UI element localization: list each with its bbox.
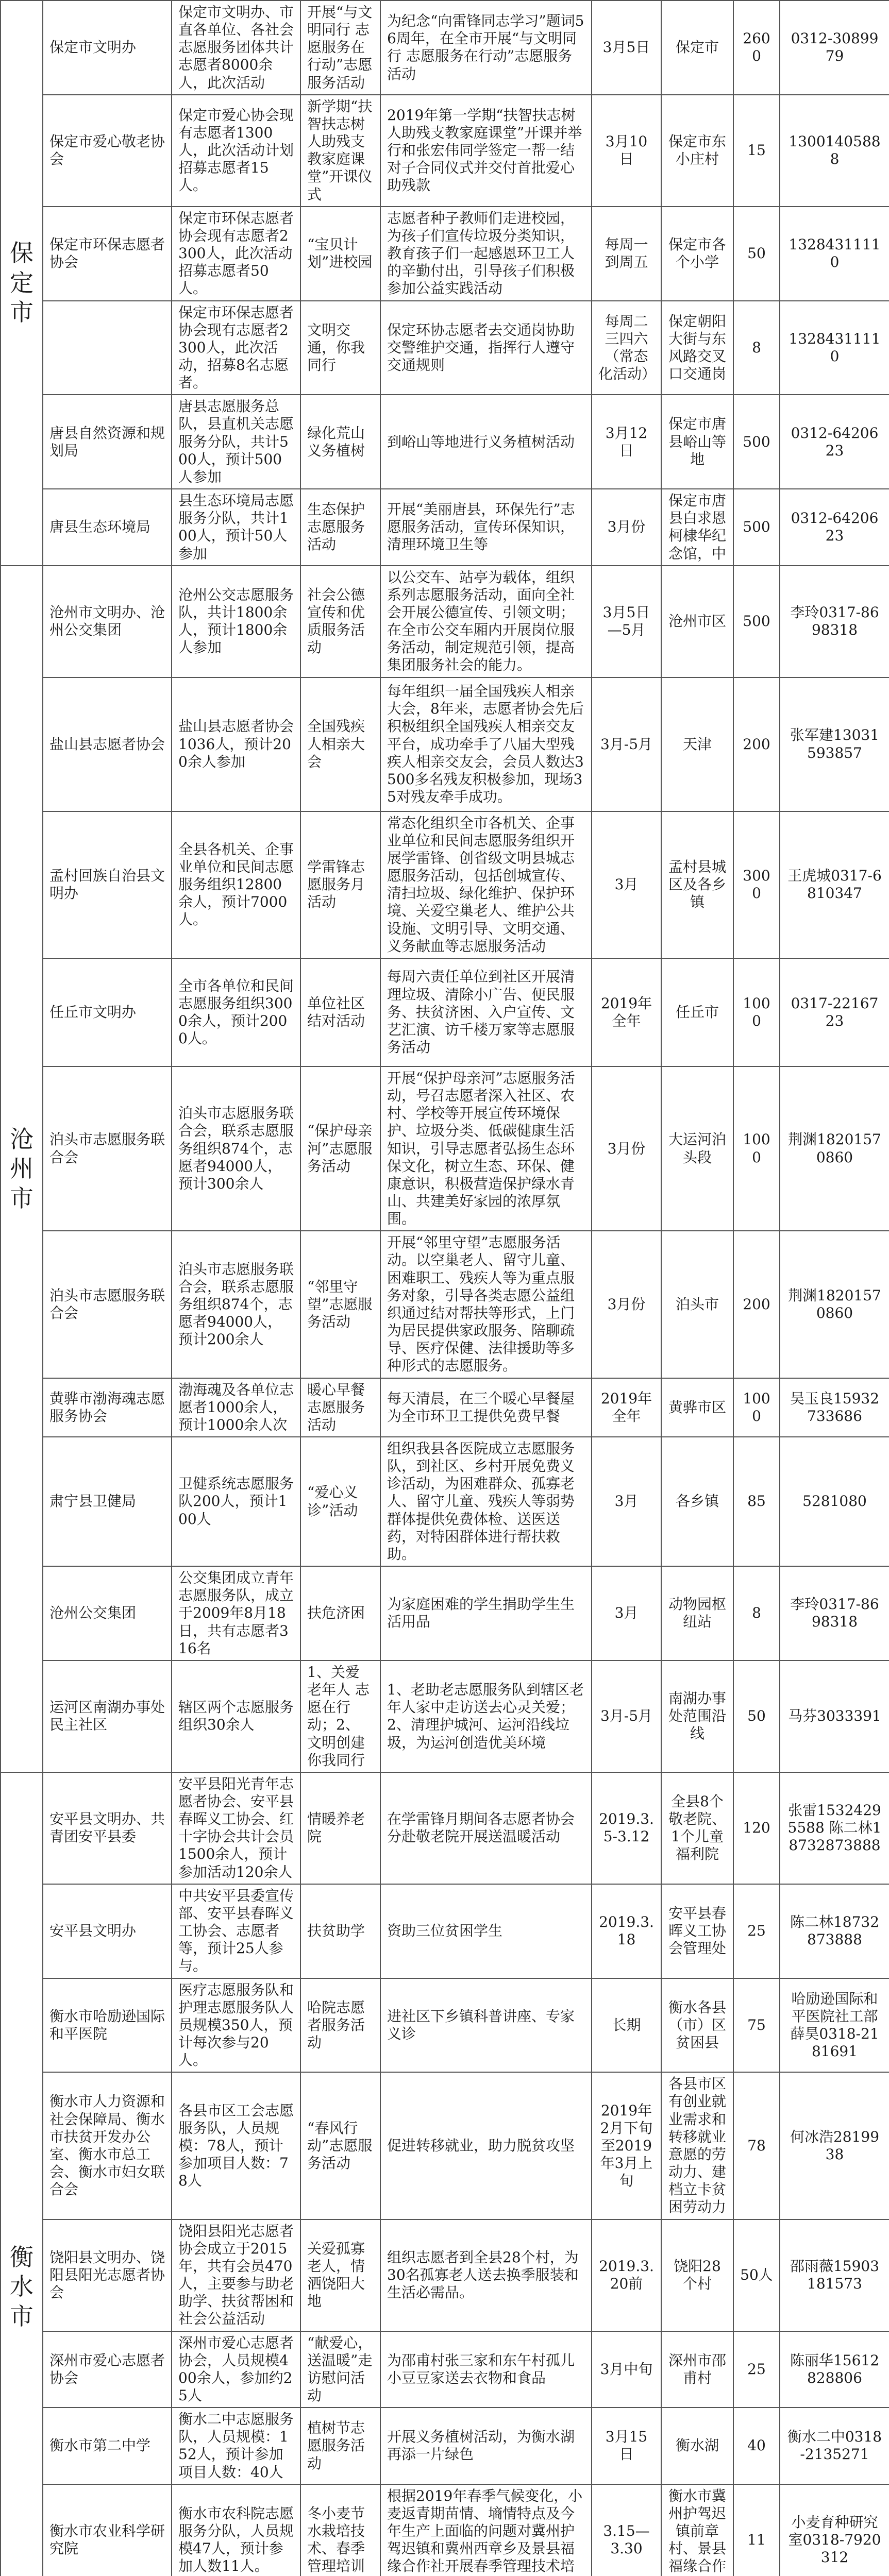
- activity-location-cell: 各县市区有创业就业需求和转移就业意愿的劳动力、建档立卡贫困劳动力: [661, 2072, 733, 2219]
- project-name-cell: 哈院志愿者服务活动: [300, 1978, 380, 2073]
- city-name-cell: [1, 566, 43, 1772]
- activity-location-cell: 衡水湖: [661, 2408, 733, 2484]
- activity-content-cell: 根据2019年春季气候变化，小麦返青期苗情、墒情特点及今年生产上面临的问题对冀州护驾迟镇和冀州西章乡及景县福缘合作社开展春季管理技术培: [380, 2484, 592, 2576]
- activity-content-cell: 开展“邻里守望”志愿服务活动。以空巢老人、留守儿童、困难职工、残疾人等为重点服务对象，引导各类志愿公益组织通过结对帮扶等形式，上门为居民提供家政服务、陪聊疏导、医疗保健、法律援助等多种形式的志愿服务。: [380, 1231, 592, 1378]
- participant-count-cell: 500: [733, 566, 780, 677]
- team-description-cell: 盐山县志愿者协会1036人，预计200余人参加: [172, 677, 300, 811]
- org-cell: 保定市爱心敬老协会: [43, 95, 172, 207]
- project-name-cell: 新学期“扶智扶志树人助残支教家庭课堂”开课仪式: [300, 95, 380, 207]
- activity-time-cell: 3月份: [592, 489, 661, 566]
- team-description-cell: 辖区两个志愿服务组织30余人: [172, 1660, 300, 1772]
- contact-cell: 小麦育种研究室0318-7920312: [780, 2484, 889, 2576]
- contact-cell: 王虎城0317-6810347: [780, 811, 889, 958]
- team-description-cell: 泊头市志愿服务联合会，联系志愿服务组织874个，志愿者94000人，预计300余人: [172, 1066, 300, 1231]
- org-cell: 衡水市哈励逊国际和平医院: [43, 1978, 172, 2073]
- org-cell: 沧州公交集团: [43, 1566, 172, 1660]
- table-row: [1, 1, 889, 95]
- contact-cell: 13284311110: [780, 301, 889, 395]
- contact-cell: 衡水二中0318-2135271: [780, 2408, 889, 2484]
- activity-content-cell: 以公交车、站亭为载体，组织系列志愿服务活动，面向全社会开展公德宣传、引领文明；在全市公交车厢内开展岗位服务活动，制定规范引领，提高集团服务社会的能力。: [380, 566, 592, 677]
- activity-time-cell: 3月中旬: [592, 2331, 661, 2408]
- contact-cell: 李玲0317-8698318: [780, 566, 889, 677]
- table-row: [1, 1437, 889, 1566]
- project-name-cell: “宝贝计划”进校园: [300, 207, 380, 301]
- activity-location-cell: 任丘市: [661, 958, 733, 1066]
- activity-time-cell: 3月5日—5月: [592, 566, 661, 677]
- project-name-cell: 扶贫助学: [300, 1884, 380, 1978]
- project-name-cell: “春风行动”志愿服务活动: [300, 2072, 380, 2219]
- activity-location-cell: 保定市唐县峪山等地: [661, 395, 733, 489]
- participant-count-cell: 25: [733, 2331, 780, 2408]
- project-name-cell: 文明交通，你我同行: [300, 301, 380, 395]
- activity-content-cell: 1、老助老志愿服务队到辖区老年人家中走访送去心灵关爱；2、清理护城河、运河沿线垃圾，为运河创造优美环境: [380, 1660, 592, 1772]
- activity-content-cell: 在学雷锋月期间各志愿者协会分赴敬老院开展送温暖活动: [380, 1772, 592, 1884]
- activity-location-cell: 衡水市冀州护驾迟镇前章村、景县福缘合作: [661, 2484, 733, 2576]
- activity-time-cell: 每周二三四六（常态化活动）: [592, 301, 661, 395]
- activity-time-cell: 3月5日: [592, 1, 661, 95]
- org-cell: 盐山县志愿者协会: [43, 677, 172, 811]
- contact-cell: 邵雨薇15903181573: [780, 2219, 889, 2331]
- table-row: [1, 301, 889, 395]
- team-description-cell: 沧州公交志愿服务队，共计1800余人，预计1800余人参加: [172, 566, 300, 677]
- activity-content-cell: 为家庭困难的学生捐助学生生活用品: [380, 1566, 592, 1660]
- participant-count-cell: 75: [733, 1978, 780, 2073]
- activity-time-cell: 2019.3.20前: [592, 2219, 661, 2331]
- team-description-cell: 唐县志愿服务总队，县直机关志愿服务分队，共计500人，预计500人参加: [172, 395, 300, 489]
- contact-cell: 荆渊18201570860: [780, 1231, 889, 1378]
- activity-location-cell: 天津: [661, 677, 733, 811]
- activity-content-cell: 开展义务植树活动，为衡水湖再添一片绿色: [380, 2408, 592, 2484]
- org-cell: 泊头市志愿服务联合会: [43, 1231, 172, 1378]
- table-row: [1, 2072, 889, 2219]
- project-name-cell: 扶危济困: [300, 1566, 380, 1660]
- activity-location-cell: 安平县春晖义工协会管理处: [661, 1884, 733, 1978]
- participant-count-cell: 40: [733, 2408, 780, 2484]
- participant-count-cell: 15: [733, 95, 780, 207]
- org-cell: 衡水市第二中学: [43, 2408, 172, 2484]
- team-description-cell: 衡水二中志愿服务队，人员规模：152人，预计参加项目人数：40人: [172, 2408, 300, 2484]
- participant-count-cell: 50: [733, 1660, 780, 1772]
- activity-time-cell: 3.15—3.30: [592, 2484, 661, 2576]
- org-cell: 运河区南湖办事处民主社区: [43, 1660, 172, 1772]
- activity-time-cell: 3月10日: [592, 95, 661, 207]
- activity-content-cell: 每天清晨，在三个暖心早餐屋为全市环卫工提供免费早餐: [380, 1378, 592, 1437]
- team-description-cell: 深州市爱心志愿者协会，人员规模400余人，参加约25人: [172, 2331, 300, 2408]
- activity-time-cell: 长期: [592, 1978, 661, 2073]
- table-row: [1, 1566, 889, 1660]
- contact-cell: 0317-2216723: [780, 958, 889, 1066]
- contact-cell: 吴玉良15932733686: [780, 1378, 889, 1437]
- activity-time-cell: 每周一到周五: [592, 207, 661, 301]
- team-description-cell: 中共安平县委宣传部、安平县春晖义工协会、志愿者等，预计25人参与。: [172, 1884, 300, 1978]
- activity-time-cell: 3月: [592, 1566, 661, 1660]
- activity-time-cell: 3月份: [592, 1231, 661, 1378]
- contact-cell: 13284311110: [780, 207, 889, 301]
- org-cell: 安平县文明办: [43, 1884, 172, 1978]
- activity-location-cell: 黄骅市区: [661, 1378, 733, 1437]
- activity-location-cell: 全县8个敬老院、1个儿童福利院: [661, 1772, 733, 1884]
- org-cell: 沧州市文明办、沧州公交集团: [43, 566, 172, 677]
- participant-count-cell: 50人: [733, 2219, 780, 2331]
- org-cell: 保定市环保志愿者协会: [43, 207, 172, 301]
- org-cell: 黄骅市渤海魂志愿服务协会: [43, 1378, 172, 1437]
- activity-location-cell: 大运河泊头段: [661, 1066, 733, 1231]
- table-row: [1, 1378, 889, 1437]
- activity-time-cell: 2019年2月下旬至2019年3月上旬: [592, 2072, 661, 2219]
- table-row: [1, 207, 889, 301]
- activity-content-cell: 为邵甫村张三家和东午村孤儿小豆豆家送去衣物和食品: [380, 2331, 592, 2408]
- activity-content-cell: 资助三位贫困学生: [380, 1884, 592, 1978]
- activity-location-cell: 保定市东小庄村: [661, 95, 733, 207]
- city-name: 衡水市: [10, 2243, 35, 2330]
- table-row: [1, 1066, 889, 1231]
- project-name-cell: 单位社区结对活动: [300, 958, 380, 1066]
- activity-location-cell: 沧州市区: [661, 566, 733, 677]
- activity-content-cell: 每年组织一届全国残疾人相亲大会，8年来，志愿者协会先后积极组织全国残疾人相亲交友平台，成功牵手了八届大型残疾人相亲交友会，会员人数达3500多名残友积极参加，现场35对残友牵手成功。: [380, 677, 592, 811]
- table-row: [1, 95, 889, 207]
- table-row: [1, 1978, 889, 2073]
- team-description-cell: 全市各单位和民间志愿服务组织3000余人，预计2000人。: [172, 958, 300, 1066]
- activity-location-cell: 泊头市: [661, 1231, 733, 1378]
- org-cell: 保定市文明办: [43, 1, 172, 95]
- org-cell: 唐县生态环境局: [43, 489, 172, 566]
- participant-count-cell: 200: [733, 677, 780, 811]
- activity-location-cell: 深州市邵甫村: [661, 2331, 733, 2408]
- city-name: 保定市: [10, 239, 35, 327]
- table-row: [1, 489, 889, 566]
- org-cell: 衡水市人力资源和社会保障局、衡水市扶贫开发办公室、衡水市总工会、衡水市妇女联合会: [43, 2072, 172, 2219]
- activity-content-cell: 进社区下乡镇科普讲座、专家义诊: [380, 1978, 592, 2073]
- table-row: [1, 2331, 889, 2408]
- team-description-cell: 医疗志愿服务队和护理志愿服务队人员规模350人，预计每次参与20人。: [172, 1978, 300, 2073]
- org-cell: [43, 301, 172, 395]
- project-name-cell: 学雷锋志愿服务月活动: [300, 811, 380, 958]
- contact-cell: 13001405888: [780, 95, 889, 207]
- team-description-cell: 保定市环保志愿者协会现有志愿者2300人，此次活动招募志愿者50人。: [172, 207, 300, 301]
- org-cell: 泊头市志愿服务联合会: [43, 1066, 172, 1231]
- org-cell: 深州市爱心志愿者协会: [43, 2331, 172, 2408]
- contact-cell: 5281080: [780, 1437, 889, 1566]
- activity-content-cell: 促进转移就业，助力脱贫攻坚: [380, 2072, 592, 2219]
- activity-content-cell: 常态化组织全市各机关、企事业单位和民间志愿服务组织开展学雷锋、创省级文明县城志愿服务活动，包括创城宣传、清扫垃圾、绿化维护、保护环境、关爱空巢老人、维护公共设施、文明引导、文明交通、义务献血等志愿服务活动: [380, 811, 592, 958]
- team-description-cell: 安平县阳光青年志愿者协会、安平县春晖义工协会、红十字协会共计会员1500余人，预计参加活动120余人: [172, 1772, 300, 1884]
- activity-time-cell: 3月: [592, 811, 661, 958]
- contact-cell: 0312-6420623: [780, 489, 889, 566]
- participant-count-cell: 85: [733, 1437, 780, 1566]
- project-name-cell: 情暖养老院: [300, 1772, 380, 1884]
- team-description-cell: 保定市爱心协会现有志愿者1300人，此次活动计划招募志愿者15人。: [172, 95, 300, 207]
- contact-cell: 李玲0317-8698318: [780, 1566, 889, 1660]
- contact-cell: 荆渊18201570860: [780, 1066, 889, 1231]
- participant-count-cell: 8: [733, 301, 780, 395]
- contact-cell: 陈丽华15612828806: [780, 2331, 889, 2408]
- team-description-cell: 保定市文明办、市直各单位、各社会志愿服务团体共计志愿者8000余人，此次活动: [172, 1, 300, 95]
- participant-count-cell: 2600: [733, 1, 780, 95]
- org-cell: 肃宁县卫健局: [43, 1437, 172, 1566]
- team-description-cell: 公交集团成立青年志愿服务队，成立于2009年8月18日，共有志愿者316名: [172, 1566, 300, 1660]
- city-name-cell: [1, 1, 43, 566]
- table-row: [1, 566, 889, 677]
- org-cell: 任丘市文明办: [43, 958, 172, 1066]
- team-description-cell: 全县各机关、企事业单位和民间志愿服务组织12800余人，预计7000人。: [172, 811, 300, 958]
- org-cell: 安平县文明办、共青团安平县委: [43, 1772, 172, 1884]
- org-cell: 孟村回族自治县文明办: [43, 811, 172, 958]
- team-description-cell: 渤海魂及各单位志愿者1000余人，预计1000余人次: [172, 1378, 300, 1437]
- participant-count-cell: 1000: [733, 1066, 780, 1231]
- contact-cell: 0312-3089979: [780, 1, 889, 95]
- project-name-cell: “邻里守望”志愿服务活动: [300, 1231, 380, 1378]
- org-cell: 唐县自然资源和规划局: [43, 395, 172, 489]
- table-row: [1, 958, 889, 1066]
- table-row: [1, 677, 889, 811]
- table-row: [1, 2484, 889, 2576]
- activity-location-cell: 动物园枢纽站: [661, 1566, 733, 1660]
- participant-count-cell: 3000: [733, 811, 780, 958]
- activity-time-cell: 3月15日: [592, 2408, 661, 2484]
- table-row: [1, 1884, 889, 1978]
- team-description-cell: 卫健系统志愿服务队200人，预计100人: [172, 1437, 300, 1566]
- project-name-cell: “献爱心，送温暖”走访慰问活动: [300, 2331, 380, 2408]
- participant-count-cell: 11: [733, 2484, 780, 2576]
- activity-location-cell: 饶阳28个村: [661, 2219, 733, 2331]
- team-description-cell: 县生态环境局志愿服务分队，共计100人，预计50人参加: [172, 489, 300, 566]
- city-name-cell: [1, 1772, 43, 2576]
- table-row: [1, 1231, 889, 1378]
- table-row: [1, 395, 889, 489]
- participant-count-cell: 25: [733, 1884, 780, 1978]
- participant-count-cell: 78: [733, 2072, 780, 2219]
- participant-count-cell: 500: [733, 395, 780, 489]
- project-name-cell: 冬小麦节水栽培技术、春季管理培训: [300, 2484, 380, 2576]
- project-name-cell: 开展“与文明同行 志愿服务在行动”志愿服务活动: [300, 1, 380, 95]
- activity-location-cell: 保定朝阳大街与东风路交叉口交通岗: [661, 301, 733, 395]
- activity-location-cell: 南湖办事处范围沿线: [661, 1660, 733, 1772]
- org-cell: 饶阳县文明办、饶阳县阳光志愿者协会: [43, 2219, 172, 2331]
- team-description-cell: 泊头市志愿服务联合会，联系志愿服务组织874个，志愿者94000人，预计200余人: [172, 1231, 300, 1378]
- participant-count-cell: 1000: [733, 958, 780, 1066]
- project-name-cell: 关爱孤寡老人，情洒饶阳大地: [300, 2219, 380, 2331]
- activity-time-cell: 2019.3.18: [592, 1884, 661, 1978]
- project-name-cell: “爱心义诊”活动: [300, 1437, 380, 1566]
- project-name-cell: 生态保护志愿服务活动: [300, 489, 380, 566]
- activity-content-cell: 每周六责任单位到社区开展清理垃圾、清除小广告、便民服务、扶贫济困、入户宣传、文艺汇演、访千楼万家等志愿服务活动: [380, 958, 592, 1066]
- project-name-cell: 暖心早餐志愿服务活动: [300, 1378, 380, 1437]
- activity-location-cell: 孟村县城区及各乡镇: [661, 811, 733, 958]
- project-name-cell: 全国残疾人相亲大会: [300, 677, 380, 811]
- contact-cell: 哈励逊国际和平医院社工部 薛昊0318-2181691: [780, 1978, 889, 2073]
- table-row: [1, 1660, 889, 1772]
- participant-count-cell: 1000: [733, 1378, 780, 1437]
- activity-time-cell: 2019.3.5-3.12: [592, 1772, 661, 1884]
- table-row: [1, 1772, 889, 1884]
- activity-time-cell: 3月-5月: [592, 1660, 661, 1772]
- contact-cell: 0312-6420623: [780, 395, 889, 489]
- table-row: [1, 2408, 889, 2484]
- activity-location-cell: 各乡镇: [661, 1437, 733, 1566]
- table-row: [1, 811, 889, 958]
- team-description-cell: 衡水市农科院志愿服务分队，人员规模47人，预计参加人数11人。: [172, 2484, 300, 2576]
- project-name-cell: 1、关爱老年人 志愿在行动；2、文明创建你我同行: [300, 1660, 380, 1772]
- project-name-cell: 植树节志愿服务活动: [300, 2408, 380, 2484]
- participant-count-cell: 50: [733, 207, 780, 301]
- activity-content-cell: 为纪念“向雷锋同志学习”题词56周年，在全市开展“与文明同行 志愿服务在行动”志愿服务活动: [380, 1, 592, 95]
- team-description-cell: 各县市区工会志愿服务队，人员规模：78人，预计参加项目人数：78人: [172, 2072, 300, 2219]
- activity-content-cell: 组织我县各医院成立志愿服务队，到社区、乡村开展免费义诊活动，为困难群众、孤寡老人、留守儿童、残疾人等弱势群体提供免费体检、送医送药，对特困群体进行帮扶救助。: [380, 1437, 592, 1566]
- participant-count-cell: 200: [733, 1231, 780, 1378]
- project-name-cell: 社会公德宣传和优质服务活动: [300, 566, 380, 677]
- activity-content-cell: 志愿者种子教师们走进校园，为孩子们宣传垃圾分类知识，教育孩子们一起感恩环卫工人的辛勤付出，引导孩子们积极参加公益实践活动: [380, 207, 592, 301]
- contact-cell: 张雷15324295588 陈二林18732873888: [780, 1772, 889, 1884]
- activity-location-cell: 保定市唐县白求恩柯棣华纪念馆，中: [661, 489, 733, 566]
- team-description-cell: 饶阳县阳光志愿者协会成立于2015年，共有会员470人，主要参与助老助学、扶贫帮困和社会公益活动: [172, 2219, 300, 2331]
- contact-cell: 张军建13031593857: [780, 677, 889, 811]
- team-description-cell: 保定市环保志愿者协会现有志愿者2300人，此次活动，招募8名志愿者。: [172, 301, 300, 395]
- org-cell: 衡水市农业科学研究院: [43, 2484, 172, 2576]
- activity-time-cell: 3月: [592, 1437, 661, 1566]
- activity-time-cell: 2019年全年: [592, 1378, 661, 1437]
- activity-location-cell: 衡水各县（市）区贫困县: [661, 1978, 733, 2073]
- contact-cell: 马芬3033391: [780, 1660, 889, 1772]
- activity-location-cell: 保定市: [661, 1, 733, 95]
- project-name-cell: 绿化荒山义务植树: [300, 395, 380, 489]
- activity-content-cell: 2019年第一学期“扶智扶志树人助残支教家庭课堂”开课并举行和张宏伟同学签定一帮一结对子合同仪式并交付首批爱心助残款: [380, 95, 592, 207]
- activity-content-cell: 组织志愿者到全县28个村，为30名孤寡老人送去换季服装和生活必需品。: [380, 2219, 592, 2331]
- project-name-cell: “保护母亲河”志愿服务活动: [300, 1066, 380, 1231]
- activity-location-cell: 保定市各个小学: [661, 207, 733, 301]
- activity-time-cell: 3月-5月: [592, 677, 661, 811]
- participant-count-cell: 500: [733, 489, 780, 566]
- activity-content-cell: 开展“保护母亲河”志愿服务活动，号召志愿者深入社区、农村、学校等开展宣传环境保护、垃圾分类、低碳健康生活知识，引导志愿者弘扬生态环保文化，树立生态、环保、健康意识，积极营造保护绿水青山、共建美好家园的浓厚氛围。: [380, 1066, 592, 1231]
- table-row: [1, 2219, 889, 2331]
- activity-content-cell: 到峪山等地进行义务植树活动: [380, 395, 592, 489]
- contact-cell: 陈二林18732873888: [780, 1884, 889, 1978]
- participant-count-cell: 8: [733, 1566, 780, 1660]
- activity-time-cell: 3月份: [592, 1066, 661, 1231]
- contact-cell: 何冰浩2819938: [780, 2072, 889, 2219]
- activity-content-cell: 开展“美丽唐县，环保先行”志愿服务活动，宣传环保知识，清理环境卫生等: [380, 489, 592, 566]
- activity-time-cell: 2019年全年: [592, 958, 661, 1066]
- participant-count-cell: 120: [733, 1772, 780, 1884]
- city-name: 沧州市: [10, 1125, 35, 1212]
- activity-content-cell: 保定环协志愿者去交通岗协助交警维护交通，指挥行人遵守交通规则: [380, 301, 592, 395]
- activity-time-cell: 3月12日: [592, 395, 661, 489]
